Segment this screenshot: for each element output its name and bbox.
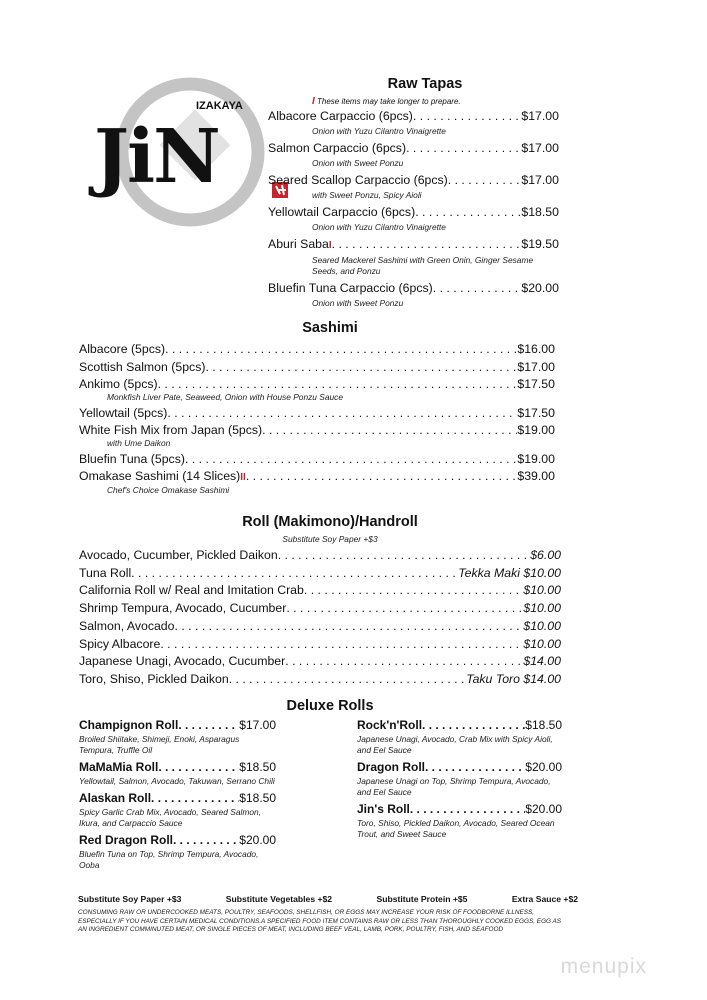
dot-leader <box>246 468 518 486</box>
item-price: $16.00 <box>517 342 555 356</box>
sashimi-title: Sashimi <box>302 320 358 336</box>
item-price: $39.00 <box>517 469 555 483</box>
menu-item-row <box>79 376 555 394</box>
item-price: $17.00 <box>521 141 559 155</box>
menu-item-row <box>79 671 561 689</box>
item-price: $20.00 <box>525 760 562 774</box>
item-name <box>79 618 174 636</box>
dot-leader <box>131 565 458 583</box>
raw-tapas-note <box>312 96 461 107</box>
item-name-text: Omakase Sashimi (14 Slices) <box>79 469 241 483</box>
item-name-text: Red Dragon Roll <box>79 833 174 847</box>
dot-leader <box>433 281 522 296</box>
menu-item <box>268 205 559 233</box>
dot-leader <box>173 832 239 848</box>
dot-leader <box>448 173 522 188</box>
item-name <box>79 671 229 689</box>
menu-item <box>79 653 561 671</box>
item-name-text: Rock'n'Roll <box>357 718 423 732</box>
item-description: Onion with Yuzu Cilantro Vinaigrette <box>312 222 446 232</box>
item-price: $10.00 <box>523 636 561 651</box>
menu-item-row <box>357 717 562 733</box>
item-price: $17.00 <box>239 718 276 732</box>
item-description: Onion with Sweet Ponzu <box>312 158 404 168</box>
item-name-text: Scottish Salmon (5pcs) <box>79 359 206 374</box>
dot-leader <box>167 405 517 423</box>
item-name-text: Japanese Unagi, Avocado, Cucumber <box>79 654 286 669</box>
menu-item <box>79 832 276 871</box>
item-name <box>79 717 178 733</box>
raw-tapas-list <box>268 109 559 313</box>
menu-item <box>79 376 555 403</box>
item-name-text: Ankimo (5pcs) <box>79 377 158 391</box>
item-description: Onion with Sweet Ponzu <box>312 298 404 308</box>
item-name <box>357 759 425 775</box>
item-name-text: Shrimp Tempura, Avocado, Cucumber <box>79 601 287 616</box>
logo-brand: JiN <box>94 114 219 200</box>
item-name <box>79 422 262 440</box>
menu-item <box>79 468 555 496</box>
item-description: with Sweet Ponzu, Spicy Aioli <box>312 190 422 200</box>
dot-leader <box>406 141 521 156</box>
item-price: Tekka Maki $10.00 <box>458 565 561 580</box>
item-name-text: MaMaMia Roll <box>79 760 159 774</box>
dot-leader <box>422 717 525 733</box>
item-description: Broiled Shiitake, Shimeji, Enoki, Asparagus Tempura, Truffle Oil <box>79 734 240 755</box>
item-name <box>79 790 151 806</box>
menu-item <box>79 359 555 377</box>
item-price: $10.00 <box>523 618 561 633</box>
hourglass-icon: I <box>328 240 332 251</box>
item-price: $19.50 <box>521 237 559 251</box>
logo <box>94 70 290 240</box>
note-text: These items may take longer to prepare. <box>317 97 461 106</box>
item-price: $10.00 <box>523 583 561 598</box>
item-name <box>79 405 167 423</box>
item-name-text: Toro, Shiso, Pickled Daikon <box>79 671 229 686</box>
item-price: $20.00 <box>525 802 562 816</box>
menu-item-row <box>79 759 276 775</box>
item-description: Chef's Choice Omakase Sashimi <box>107 484 230 495</box>
menu-item-row <box>79 341 555 359</box>
item-name <box>79 565 131 583</box>
menu-item <box>79 582 561 600</box>
item-price: $19.00 <box>517 423 555 437</box>
menu-item-row <box>79 468 555 487</box>
dot-leader <box>174 618 523 636</box>
item-price: $6.00 <box>530 548 561 562</box>
dot-leader <box>158 376 518 394</box>
item-price: $14.00 <box>523 654 561 669</box>
dot-leader <box>285 653 523 671</box>
menu-item-row <box>79 832 276 848</box>
menu-item <box>79 790 276 829</box>
menu-item <box>268 173 559 201</box>
item-name <box>79 341 165 359</box>
menu-item-row <box>268 281 559 296</box>
item-description: Yellowtail, Salmon, Avocado, Takuwan, Serrano Chili <box>79 776 275 786</box>
item-name-text: Seared Scallop Carpaccio (6pcs) <box>268 173 448 187</box>
rolls-title: Roll (Makimono)/Handroll <box>242 514 418 530</box>
item-name-text: Bluefin Tuna (5pcs) <box>79 451 185 466</box>
dot-leader <box>410 801 525 817</box>
menu-item-row <box>268 205 559 220</box>
menu-item <box>79 341 555 359</box>
item-name-text: Tuna Roll <box>79 565 132 580</box>
item-description: Spicy Garlic Crab Mix, Avocado, Seared Salmon, Ikura, and Carpaccio Sauce <box>79 807 262 828</box>
deluxe-right-column <box>357 717 562 843</box>
deluxe-left-column <box>79 717 276 874</box>
disclaimer: CONSUMING RAW OR UNDERCOOKED MEATS, POULTRY, SEAFOODS, SHELLFISH, OR EGGS MAY INCREASE YOUR RISK OF FOODBORNE ILLNESS, ESPECIALLY IF YOU HAVE CERTAIN MEDICAL CONDITIONS.A SPECIFIED FOOD ITEM CONTAINS RAW OR LESS THAN THOROUGHLY COOKED EGGS, EGG AS AN INGREDIENT COMMINUTED MEAT, OR SINGLE PIECES OF MEAT, INCLUDING BEEF VEAL, LAMB, PORK, POULTRY, FISH, AND SEAFOOD <box>78 909 562 934</box>
menu-item <box>79 600 561 618</box>
item-price: $18.50 <box>239 791 276 805</box>
menu-item <box>357 717 562 756</box>
menu-item-row <box>79 359 555 377</box>
menu-item-row <box>79 600 561 618</box>
item-price: $17.50 <box>517 377 555 391</box>
item-price: $19.00 <box>517 451 555 466</box>
dot-leader <box>425 759 525 775</box>
raw-tapas-title: Raw Tapas <box>387 76 463 92</box>
menu-item <box>268 281 559 309</box>
item-description: Japanese Unagi on Top, Shrimp Tempura, Avocado, and Eel Sauce <box>357 776 551 797</box>
item-name-text: Salmon, Avocado <box>79 618 175 633</box>
dot-leader <box>304 582 524 600</box>
logo-subtitle: IZAKAYA <box>196 100 243 112</box>
item-price: $17.00 <box>521 109 559 123</box>
menu-item-row <box>79 405 555 423</box>
substitute-soy-paper: Substitute Soy Paper +$3 <box>78 894 182 904</box>
item-name <box>79 582 304 600</box>
menu-item-row <box>79 422 555 440</box>
menu-item <box>79 618 561 636</box>
item-name-text: Champignon Roll <box>79 718 179 732</box>
item-name-text: White Fish Mix from Japan (5pcs) <box>79 423 263 437</box>
item-price: $17.50 <box>517 405 555 420</box>
item-price: $17.00 <box>517 359 555 374</box>
menu-item-row <box>79 618 561 636</box>
item-name <box>79 832 173 848</box>
dot-leader <box>178 717 239 733</box>
item-price: $18.50 <box>239 760 276 774</box>
item-price: $18.50 <box>525 718 562 732</box>
dot-leader <box>278 547 531 565</box>
watermark: menupix <box>560 955 647 978</box>
menu-item-row <box>79 582 561 600</box>
dot-leader <box>415 205 521 220</box>
menu-item <box>79 547 561 565</box>
item-description: Bluefin Tuna on Top, Shrimp Tempura, Avocado, Ooba <box>79 849 259 870</box>
menu-item-row <box>357 759 562 775</box>
item-name <box>79 636 160 654</box>
substitutes-bar <box>78 894 578 905</box>
item-name-text: Yellowtail Carpaccio (6pcs) <box>268 205 416 219</box>
item-description: with Ume Daikon <box>107 437 171 448</box>
item-name <box>268 109 413 124</box>
item-name <box>268 281 433 296</box>
dot-leader <box>413 109 521 124</box>
item-name <box>79 547 278 565</box>
menu-item <box>79 717 276 756</box>
menu-item <box>268 109 559 137</box>
deluxe-title: Deluxe Rolls <box>286 698 374 714</box>
item-name-text: Albacore (5pcs) <box>79 342 166 356</box>
item-price: $18.50 <box>521 205 559 219</box>
dot-leader <box>158 759 239 775</box>
item-name-text: Bluefin Tuna Carpaccio (6pcs) <box>268 281 433 295</box>
menu-item-row <box>268 173 559 188</box>
menu-item <box>357 801 562 840</box>
item-name-text: Jin's Roll <box>357 802 410 816</box>
dot-leader <box>262 422 517 440</box>
menu-item-row <box>79 547 561 565</box>
menu-item <box>357 759 562 798</box>
extra-sauce: Extra Sauce +$2 <box>511 894 578 904</box>
rolls-subtitle: Substitute Soy Paper +$3 <box>282 534 378 544</box>
menu-item <box>79 636 561 654</box>
item-description: Japanese Unagi, Avocado, Crab Mix with Spicy Aioli, and Eel Sauce <box>357 734 553 755</box>
item-name <box>268 141 406 156</box>
dot-leader <box>205 359 517 377</box>
item-name <box>79 759 158 775</box>
menu-item-row <box>79 636 561 654</box>
menu-item <box>79 671 561 689</box>
item-name <box>79 451 185 469</box>
menu-item-row <box>268 109 559 124</box>
item-name <box>357 717 422 733</box>
item-price: $10.00 <box>523 601 561 616</box>
item-name-text: Salmon Carpaccio (6pcs) <box>268 141 407 155</box>
item-name <box>268 205 415 220</box>
dot-leader <box>185 451 517 469</box>
menu-item <box>79 565 561 583</box>
item-price: $17.00 <box>521 173 559 187</box>
menu-item-row <box>357 801 562 817</box>
menu-item <box>268 237 559 277</box>
menu-item-row <box>79 565 561 583</box>
item-name-text: Alaskan Roll <box>79 791 152 805</box>
substitute-protein: Substitute Protein +$5 <box>376 894 468 904</box>
item-name <box>357 801 410 817</box>
item-name-text: Spicy Albacore <box>79 636 161 651</box>
dot-leader <box>151 790 239 806</box>
menu-item <box>79 759 276 787</box>
menu-item-row <box>79 717 276 733</box>
dot-leader <box>165 341 517 359</box>
item-name <box>79 376 158 394</box>
item-name-text: Albacore Carpaccio (6pcs) <box>268 109 413 123</box>
item-price: Taku Toro $14.00 <box>466 671 561 686</box>
item-description: Monkfish Liver Pate, Seaweed, Onion with House Ponzu Sauce <box>107 391 344 402</box>
item-description: Toro, Shiso, Pickled Daikon, Avocado, Seared Ocean Trout, and Sweet Sauce <box>357 818 555 839</box>
dot-leader <box>229 671 467 689</box>
menu-item-row <box>79 790 276 806</box>
dot-leader <box>160 636 523 654</box>
item-name <box>79 359 205 377</box>
menu-item <box>79 405 555 423</box>
rolls-list <box>79 547 561 689</box>
item-name-text: California Roll w/ Real and Imitation Crab <box>79 583 304 598</box>
item-name-text: Avocado, Cucumber, Pickled Daikon <box>79 548 278 562</box>
hourglass-icon: I <box>312 96 315 107</box>
sashimi-list <box>79 341 555 498</box>
menu-item-row <box>268 141 559 156</box>
menu-item-row <box>79 451 555 469</box>
menu-item-row <box>79 653 561 671</box>
menu-item <box>79 451 555 469</box>
menu-item <box>79 422 555 449</box>
hourglass-icon: II <box>240 472 246 483</box>
item-name <box>79 653 285 671</box>
item-name <box>268 173 448 188</box>
item-name <box>79 468 246 487</box>
item-name-text: Yellowtail (5pcs) <box>79 405 168 420</box>
item-price: $20.00 <box>521 281 559 295</box>
item-description: Onion with Yuzu Cilantro Vinaigrette <box>312 126 446 136</box>
item-description: Seared Mackerel Sashimi with Green Onin, Ginger Sesame Seeds, and Ponzu <box>312 255 534 276</box>
dot-leader <box>286 600 523 618</box>
item-price: $20.00 <box>239 833 276 847</box>
menu-item <box>268 141 559 169</box>
item-name <box>79 600 286 618</box>
substitute-vegetables: Substitute Vegetables +$2 <box>225 894 333 904</box>
dot-leader <box>332 237 522 252</box>
item-name-text: Dragon Roll <box>357 760 425 774</box>
menu-item-row <box>268 237 559 253</box>
item-name <box>268 237 332 253</box>
item-name-text: Aburi Saba <box>268 237 329 251</box>
